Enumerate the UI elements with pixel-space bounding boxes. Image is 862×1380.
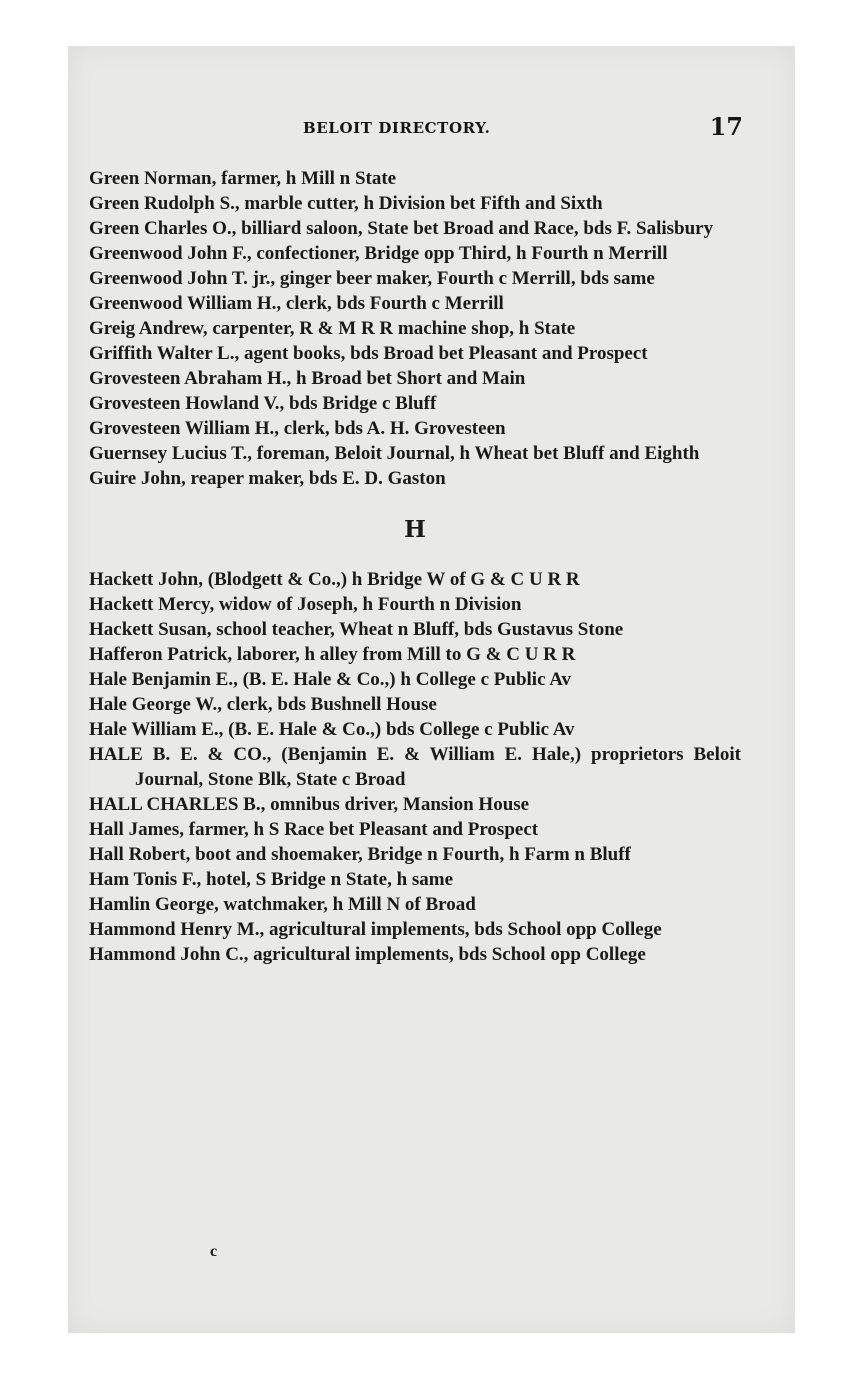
directory-entry: Hammond John C., agricultural implements, bds School opp College [89,944,646,965]
directory-entry: Green Rudolph S., marble cutter, h Division bet Fifth and Sixth [89,193,603,214]
directory-entry: Hackett John, (Blodgett & Co.,) h Bridge W of G & C U R R [89,569,580,590]
directory-entry: Ham Tonis F., hotel, S Bridge n State, h same [89,869,454,890]
directory-entry: Green Charles O., billiard saloon, State bet Broad and Race, bds F. Salisbury [89,218,714,239]
directory-entry: Guire John, reaper maker, bds E. D. Gaston [89,468,446,489]
directory-entry: Grovesteen William H., clerk, bds A. H. Grovesteen [89,418,506,439]
directory-entry: Greenwood William H., clerk, bds Fourth c Merrill [89,293,504,314]
directory-entry: Hackett Susan, school teacher, Wheat n Bluff, bds Gustavus Stone [89,619,624,640]
page-number: 17 [709,112,743,141]
directory-entry: HALE B. E. & CO., (Benjamin E. & William E. Hale,) proprietors Beloit Journal, Stone Blk, State c Broad [89,744,741,790]
directory-entry: Green Norman, farmer, h Mill n State [89,168,397,189]
directory-entry: Grovesteen Howland V., bds Bridge c Bluff [89,393,437,414]
directory-entry: Hall Robert, boot and shoemaker, Bridge n Fourth, h Farm n Bluff [89,844,631,865]
directory-entry: Grovesteen Abraham H., h Broad bet Short and Main [89,368,526,389]
directory-entry: Hale Benjamin E., (B. E. Hale & Co.,) h College c Public Av [89,669,572,690]
directory-entry: Greenwood John F., confectioner, Bridge opp Third, h Fourth n Merrill [89,243,668,264]
directory-entry: Hackett Mercy, widow of Joseph, h Fourth n Division [89,594,522,615]
directory-entry: Hafferon Patrick, laborer, h alley from Mill to G & C U R R [89,644,576,665]
directory-entry: Greenwood John T. jr., ginger beer maker, Fourth c Merrill, bds same [89,268,655,289]
directory-entry: Griffith Walter L., agent books, bds Broad bet Pleasant and Prospect [89,343,648,364]
page-header [68,112,795,146]
directory-entry: Greig Andrew, carpenter, R & M R R machine shop, h State [89,318,576,339]
directory-entries [89,166,741,967]
directory-page [68,46,795,1333]
directory-entry: Hall James, farmer, h S Race bet Pleasant and Prospect [89,819,539,840]
directory-entry: HALL CHARLES B., omnibus driver, Mansion House [89,794,530,815]
directory-entry: Hale George W., clerk, bds Bushnell House [89,694,437,715]
signature-mark: c [210,1243,218,1260]
directory-entry: Guernsey Lucius T., foreman, Beloit Journal, h Wheat bet Bluff and Eighth [89,443,700,464]
section-heading-h: H [404,516,426,543]
directory-entry: Hammond Henry M., agricultural implements, bds School opp College [89,919,662,940]
running-title: BELOIT DIRECTORY. [303,119,491,137]
directory-entry: Hale William E., (B. E. Hale & Co.,) bds College c Public Av [89,719,575,740]
directory-entry: Hamlin George, watchmaker, h Mill N of Broad [89,894,476,915]
